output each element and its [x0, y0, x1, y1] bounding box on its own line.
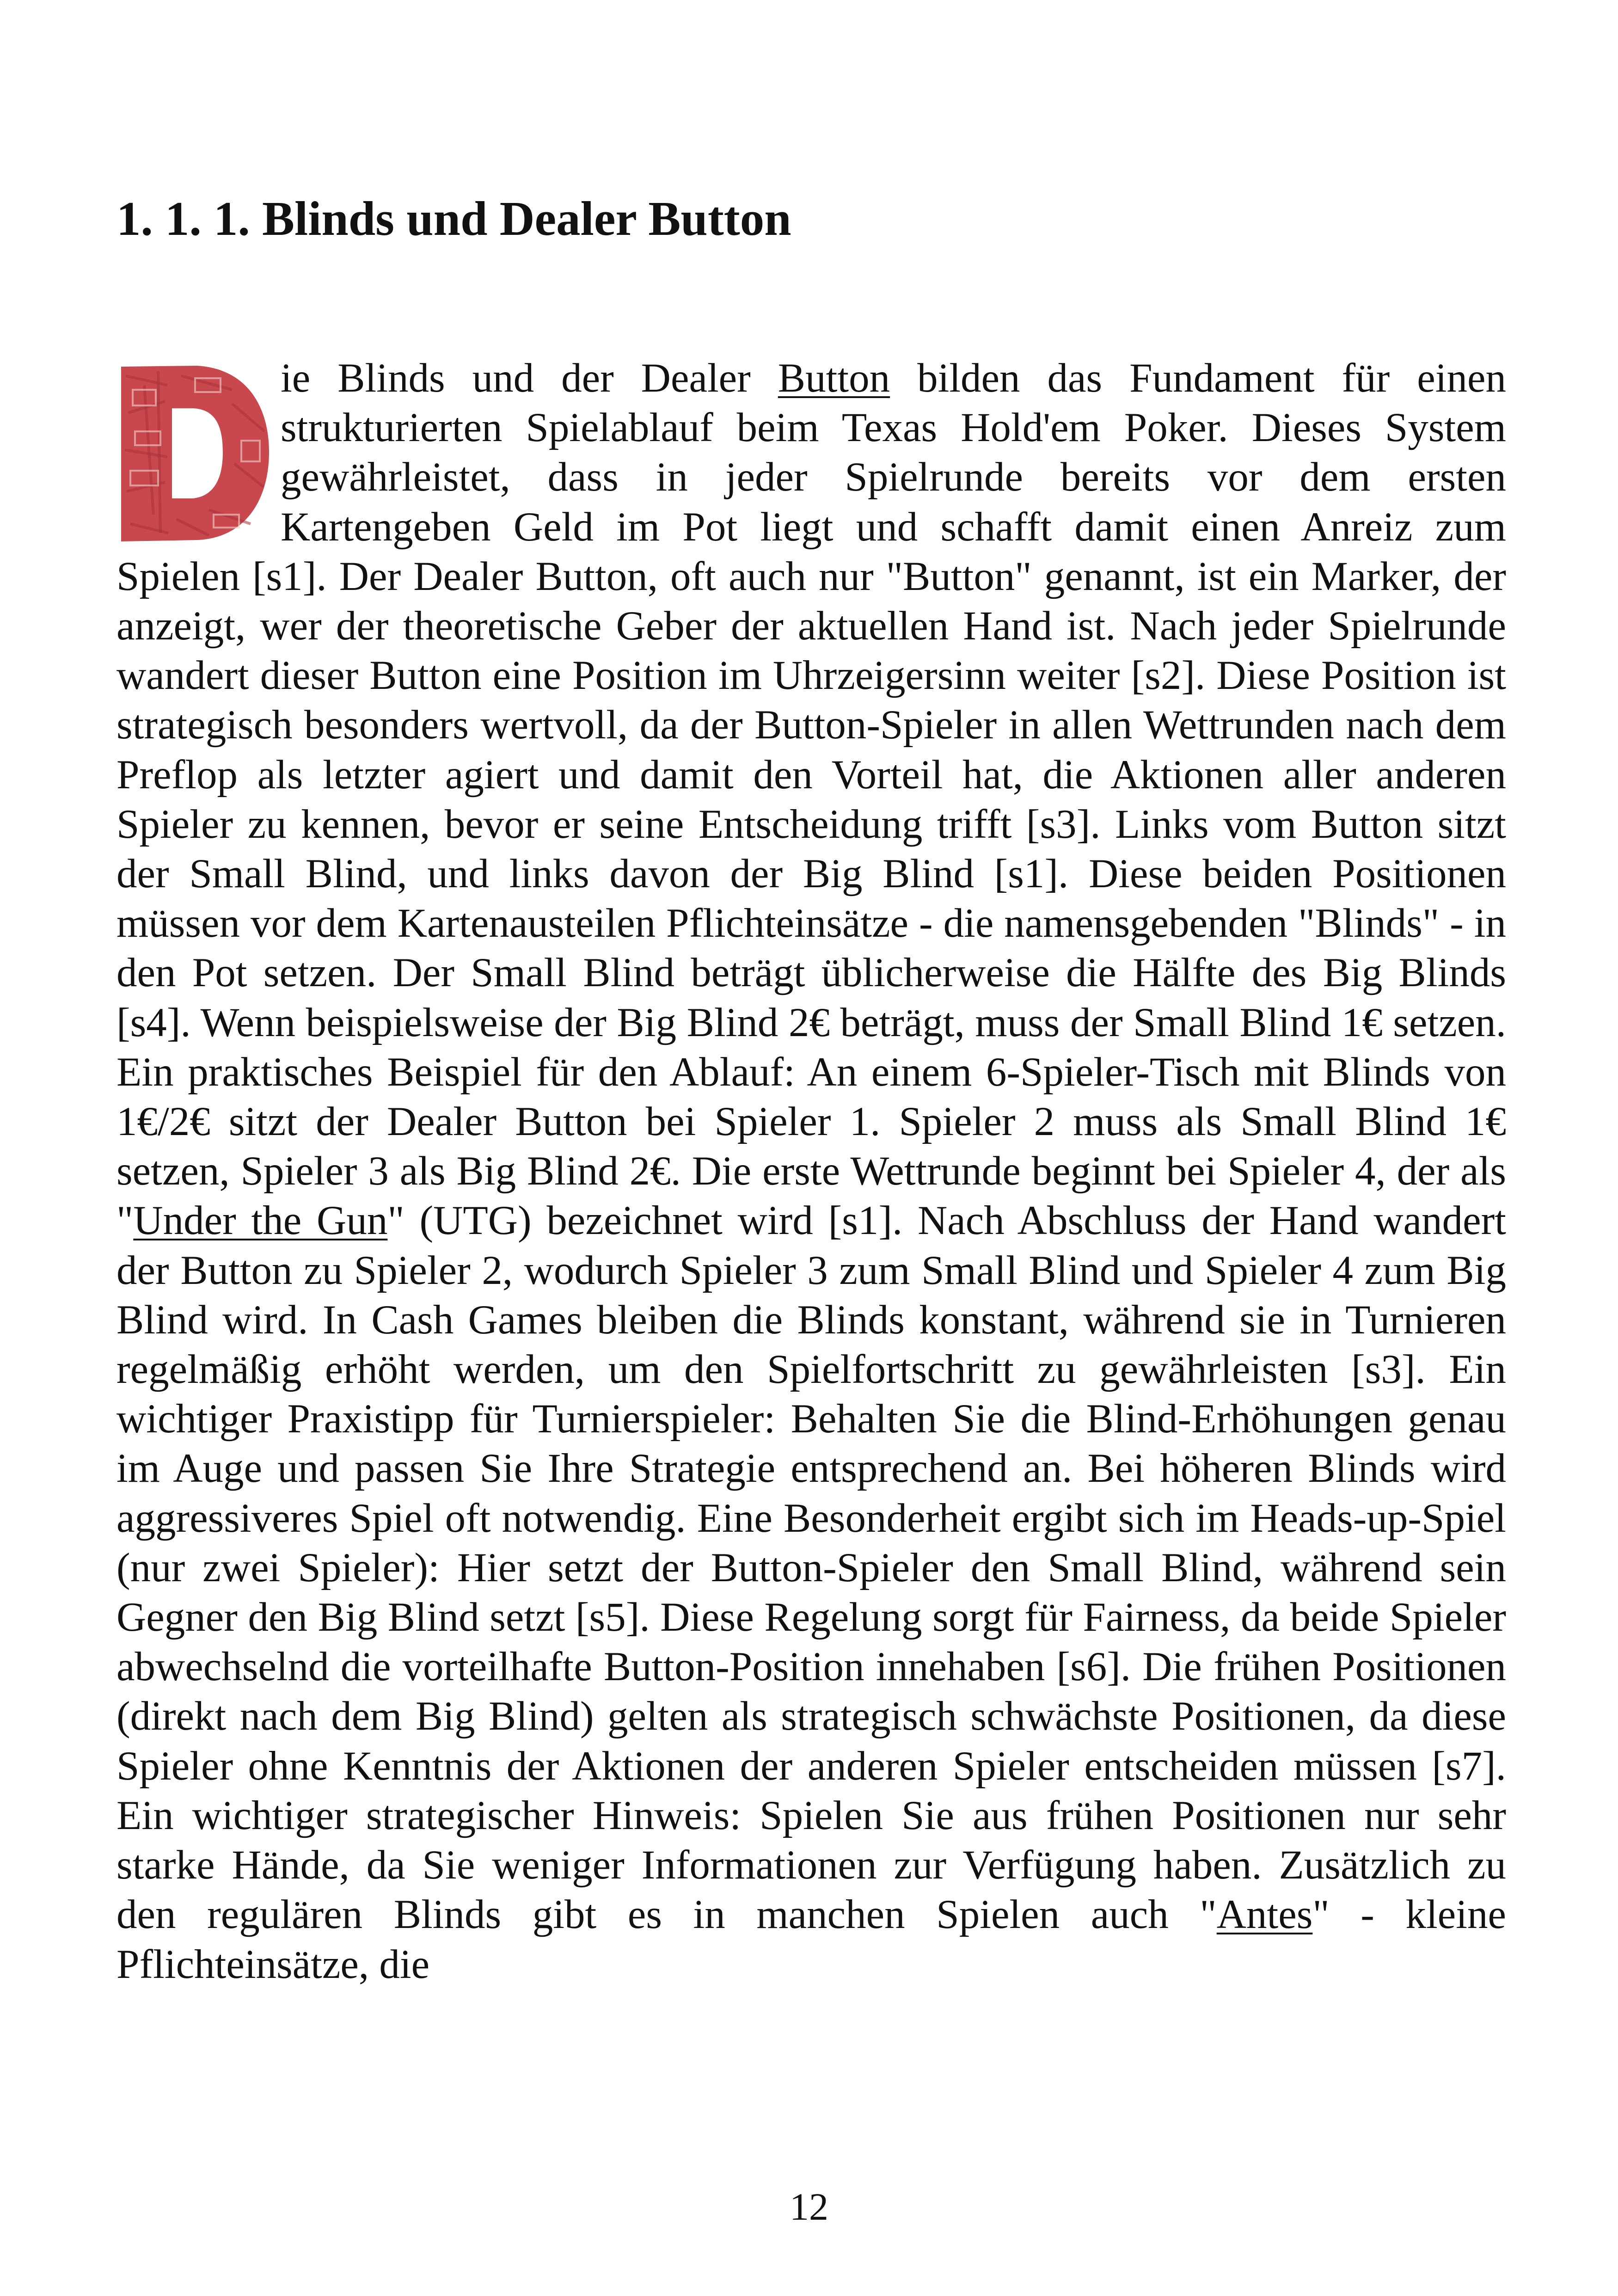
- paragraph-text-2: " (UTG) bezeichnet wird [s1]. Nach Abschluss der Hand wandert der Button zu Spieler 2, wodurch Spieler 3 zum Small Blind und Spieler 4 zum Big Blind wird. In Cash Games bleiben die Blinds konstant, während sie in Turnieren regelmäßig erhöht werden, um den Spielfortschritt zu gewährleisten [s3]. Ein wichtiger Praxistipp für Turnierspieler: Behalten Sie die Blind-Erhöhungen genau im Auge und passen Sie Ihre Strategie entsprechend an. Bei höheren Blinds wird aggressiveres Spiel oft notwendig. Eine Besonderheit ergibt sich im Heads-up-Spiel (nur zwei Spieler): Hier setzt der Button-Spieler den Small Blind, während sein Gegner den Big Blind setzt [s5]. Diese Regelung sorgt für Fairness, da beide Spieler abwechselnd die vorteilhafte Button-Position innehaben [s6]. Die frühen Positionen (direkt nach dem Big Blind) gelten als strategisch schwächste Positionen, da diese Spieler ohne Kenntnis der Aktionen der anderen Spieler entscheiden müssen [s7]. Ein wichtiger strategischer Hinweis: Spielen Sie aus frühen Positionen nur sehr starke Hände, da Sie weniger Informationen zur Verfügung haben. Zusätzlich zu den regulären Blinds gibt es in manchen Spielen auch ": [116, 1198, 1506, 1938]
- page-number: 12: [790, 2185, 828, 2228]
- body-paragraph: [116, 354, 1506, 1989]
- link-under-the-gun[interactable]: Under the Gun: [133, 1198, 388, 1244]
- link-button[interactable]: Button: [778, 356, 890, 401]
- dropcap-image: [116, 357, 271, 547]
- paragraph-text-1: bilden das Fundament für einen strukturierten Spielablauf beim Texas Hold'em Poker. Dieses System gewährleistet, dass in jeder Spielrunde bereits vor dem ersten Kartengeben Geld im Pot liegt und schafft damit einen Anreiz zum Spielen [s1]. Der Dealer Button, oft auch nur "Button" genannt, ist ein Marker, der anzeigt, wer der theoretische Geber der aktuellen Hand ist. Nach jeder Spielrunde wandert dieser Button eine Position im Uhrzeigersinn weiter [s2]. Diese Position ist strategisch besonders wertvoll, da der Button-Spieler in allen Wettrunden nach dem Preflop als letzter agiert und damit den Vorteil hat, die Aktionen aller anderen Spieler zu kennen, bevor er seine Entscheidung trifft [s3]. Links vom Button sitzt der Small Blind, und links davon der Big Blind [s1]. Diese beiden Positionen müssen vor dem Kartenausteilen Pflichteinsätze - die namensgebenden "Blinds" - in den Pot setzen. Der Small Blind beträgt üblicherweise die Hälfte des Big Blinds [s4]. Wenn beispielsweise der Big Blind 2€ beträgt, muss der Small Blind 1€ setzen. Ein praktisches Beispiel für den Ablauf: An einem 6-Spieler-Tisch mit Blinds von 1€/2€ sitzt der Dealer Button bei Spieler 1. Spieler 2 muss als Small Blind 1€ setzen, Spieler 3 als Big Blind 2€. Die erste Wettrunde beginnt bei Spieler 4, der als ": [116, 356, 1507, 1244]
- paragraph-text-3: " - kleine Pflichteinsätze, die: [116, 1892, 1506, 1987]
- paragraph-text-start: ie Blinds und der Dealer: [281, 356, 778, 401]
- section-heading: 1. 1. 1. Blinds und Dealer Button: [116, 191, 791, 246]
- link-antes[interactable]: Antes: [1216, 1892, 1313, 1938]
